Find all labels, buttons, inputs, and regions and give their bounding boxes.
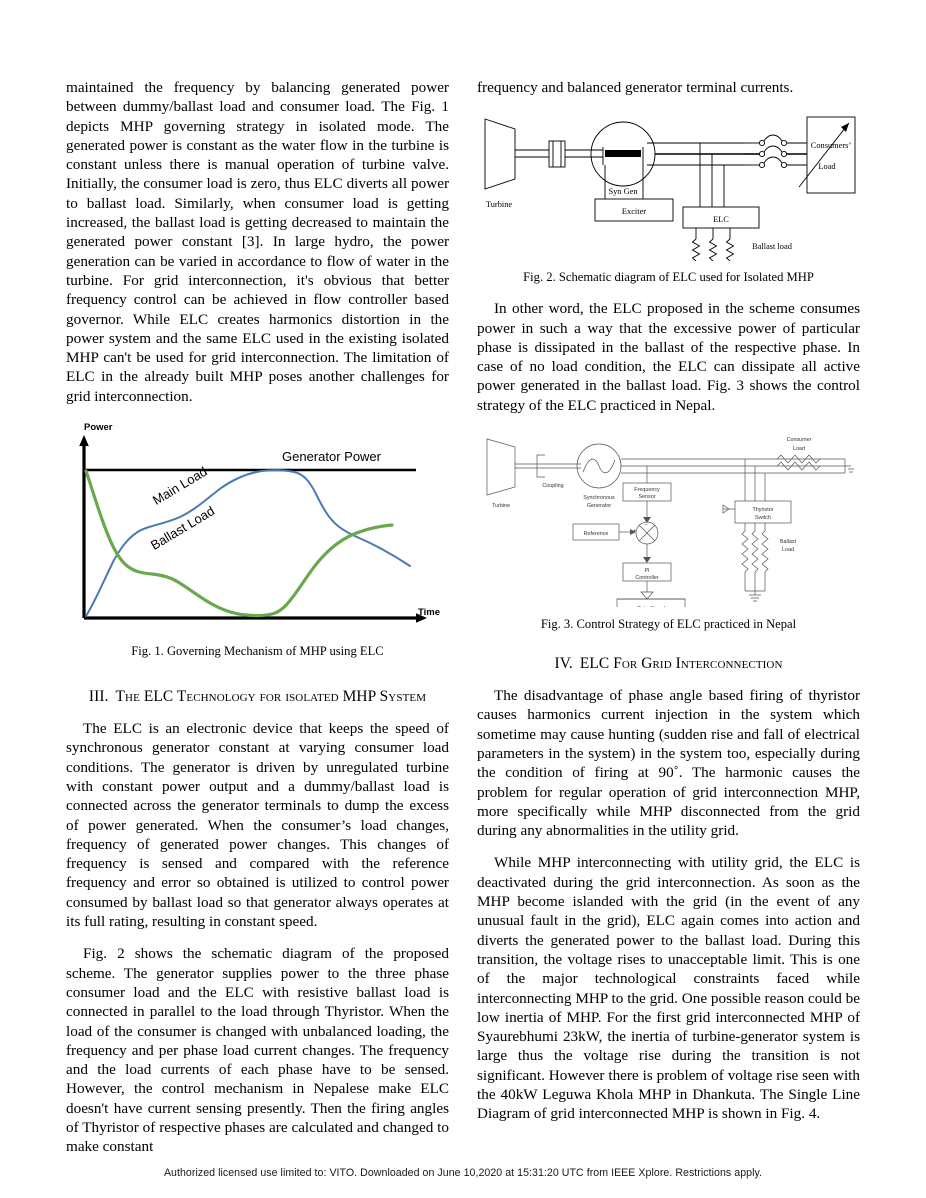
ballast-resistor-3	[727, 239, 734, 261]
generator-label-2: Generator	[586, 503, 612, 510]
paragraph-fig2-description: Fig. 2 shows the schematic diagram of the proposed scheme. The generator supplies power to the three phase consumer load and the ELC with resistive ballast load is connected in parallel to the load through Thyristor. When the load of the consumer is changed with unbalanced loading, the frequency and per phase load current changes. The frequency and the load currents of each phase have to be sensed. However, the control mechanism in Nepalese make ELC doesn't have current sensing presently. Then the firing angles of Thyristor of respective phases are calculated and changed to make constant	[66, 945, 449, 1156]
section-3-title: The ELC Technology for isolated MHP System	[115, 688, 427, 706]
paragraph-elc-device: The ELC is an electronic device that keeps the speed of synchronous generator constant at varying consumer load conditions. The generator is driven by unregulated turbine with constant power output and a dummy/ballast load is connected across the generator terminals to dump the excess of power generated. When the consumer’s load changes, frequency of generated power changes. This changes of frequency is sensed and compared with the reference frequency and error so obtained is utilized to control power consumed by ballast load so that generator always operates at its full rating, resulting in constant speed.	[66, 720, 449, 931]
turbine-shape	[487, 439, 515, 495]
figure-2-caption: Fig. 2. Schematic diagram of ELC used for Isolated MHP	[523, 270, 814, 285]
x-axis-label: Time	[418, 607, 441, 619]
right-column	[477, 78, 860, 1124]
paragraph-continued: maintained the frequency by balancing generated power between dummy/ballast load and consumer load. The Fig. 1 depicts MHP governing strategy in isolated mode. The generated power is constant as the water flow in the turbine is constant unless there is manual operation of turbine valve. Initially, the consumer load is zero, thus ELC diverts all power to ballast load. Similarly, when consumer load is getting increased, the ballast load is getting decreased to maintain the generated power constant [3]. In large hydro, the power generation can be varied in accordance to flow of water in the turbine. For grid interconnection, it's obvious that better frequency control can be achieved in flow controller based governor. While ELC creates harmonics distortion in the power system and the same ELC used in the existing isolated MHP can't be used for grid interconnection. The limitation of ELC in the already built MHP poses another challenges for grid interconnection.	[66, 79, 449, 405]
turbine-shape	[485, 119, 515, 189]
section-heading-4	[477, 654, 860, 674]
generator-label: Syn Gen	[608, 187, 638, 197]
paragraph-elc-dissipation: In other word, the ELC proposed in the scheme consumes power in such a way that the excessive power of particular phase is dissipated in the ballast of the respective phase. In case of no load condition, the ELC can dissipate all active power generated in the ballast load. Fig. 3 shows the control strategy of the ELC practiced in Nepal.	[477, 300, 860, 414]
consumer-label-2: Load	[793, 446, 805, 453]
figure-2-svg	[477, 103, 860, 261]
ballast-resistor-2	[752, 531, 758, 572]
consumers-load-label-2: Load	[818, 162, 836, 172]
turbine-label: Turbine	[491, 503, 511, 510]
frequency-sensor-label-2: Sensor	[638, 494, 656, 501]
section-4-title: ELC For Grid Interconnection	[579, 655, 783, 673]
main-load-curve	[86, 470, 410, 616]
ieee-footer: Authorized licensed use limited to: VITO. Downloaded on June 10,2020 at 15:31:20 UTC from IEEE Xplore. Restrictions apply.	[163, 1167, 763, 1179]
pi-controller-label-2: Controller	[635, 575, 659, 582]
y-axis-label: Power	[84, 422, 113, 434]
thyristor-label-2: Switch	[755, 515, 771, 522]
ballast-resistor-1	[693, 239, 700, 261]
gate-signal-label-1	[637, 606, 665, 607]
figure-3	[477, 429, 860, 632]
frequency-sensor-label-1: Frequency	[634, 487, 660, 494]
section-4-numeral: IV.	[554, 655, 573, 673]
consumer-label-1: Consumer	[786, 437, 812, 444]
generator-label-1: Synchronous	[583, 495, 615, 502]
paragraph-interconnection: While MHP interconnecting with utility grid, the ELC is deactivated during the grid interconnection. As soon as the MHP become islanded with the grid (in the event of any unusual fault in the grid), ELC again comes into action and diverts the generated power to the ballast load. During this transition, the voltage rises to unacceptable limit. This is one of the major technological constraints faced while interconnecting MHP to the grid. One possible reason could be low inertia of MHP. For the first grid interconnected MHP of Syaurebhumi 23kW, the inertia of turbine-generator system is large thus the voltage rise during the transition is not significant. However there is problem of voltage rise seen with the 40kW Leguwa Khola MHP in Dhankuta. The Single Line Diagram of grid interconnected MHP is shown in Fig. 4.	[477, 854, 860, 1123]
ballast-load-label: Ballast load	[752, 242, 792, 252]
consumers-load-label-1: Consumers’	[810, 141, 852, 151]
sum-plus-sign: +	[633, 529, 637, 536]
ground-symbol	[749, 595, 761, 601]
ballast-resistor-3	[762, 531, 768, 572]
pi-controller-label-1: PI	[644, 568, 650, 575]
coupling-box	[549, 141, 565, 167]
turbine-label: Turbine	[485, 200, 513, 210]
sum-minus-sign: −	[644, 522, 648, 529]
thyristor-label-1: Thyristor	[752, 507, 774, 514]
paragraph-harmonics: The disadvantage of phase angle based firing of thyristor causes harmonics current injection in the system which sometime may cause hunting (sudden rise and fall of electrical parameters in the system) in the system too, especially during the condition of firing at 90˚. The harmonic causes the problem for regular operation of grid interconnection MHP, more specifically while MHP disconnected from the grid during any abnormalities in the utility grid.	[477, 687, 860, 840]
ballast-resistor-1	[742, 531, 748, 572]
paragraph-continued-right: frequency and balanced generator terminal currents.	[477, 79, 794, 96]
ballast-label-2: Load	[782, 547, 794, 554]
ballast-label-1: Ballast	[779, 539, 797, 546]
section-heading-3	[66, 687, 449, 707]
coupling-label: Coupling	[542, 483, 564, 490]
figure-2	[477, 103, 860, 285]
section-3-numeral: III.	[88, 688, 109, 706]
figure-1-chart	[66, 422, 449, 634]
elc-label: ELC	[713, 215, 729, 225]
figure-1	[66, 422, 449, 659]
figure-3-svg	[477, 429, 860, 607]
main-load-label: Main Load	[150, 463, 210, 508]
ground-symbol-right	[848, 469, 854, 472]
reference-label: Reference	[583, 531, 609, 538]
rotor-bar	[605, 150, 641, 157]
figure-1-svg	[66, 422, 449, 634]
ballast-resistor-2	[710, 239, 717, 261]
figure-1-caption: Fig. 1. Governing Mechanism of MHP using ELC	[131, 644, 384, 659]
figure-3-caption: Fig. 3. Control Strategy of ELC practiced in Nepal	[540, 617, 797, 632]
consumers-load-box	[807, 117, 855, 193]
coupling-bracket	[537, 455, 545, 477]
ballast-load-curve	[86, 471, 392, 616]
left-column	[66, 78, 449, 1157]
y-axis-arrow	[79, 435, 89, 446]
ballast-load-label: Ballast Load	[148, 503, 218, 553]
generator-power-label: Generator Power	[282, 449, 381, 465]
exciter-label: Exciter	[621, 207, 647, 217]
